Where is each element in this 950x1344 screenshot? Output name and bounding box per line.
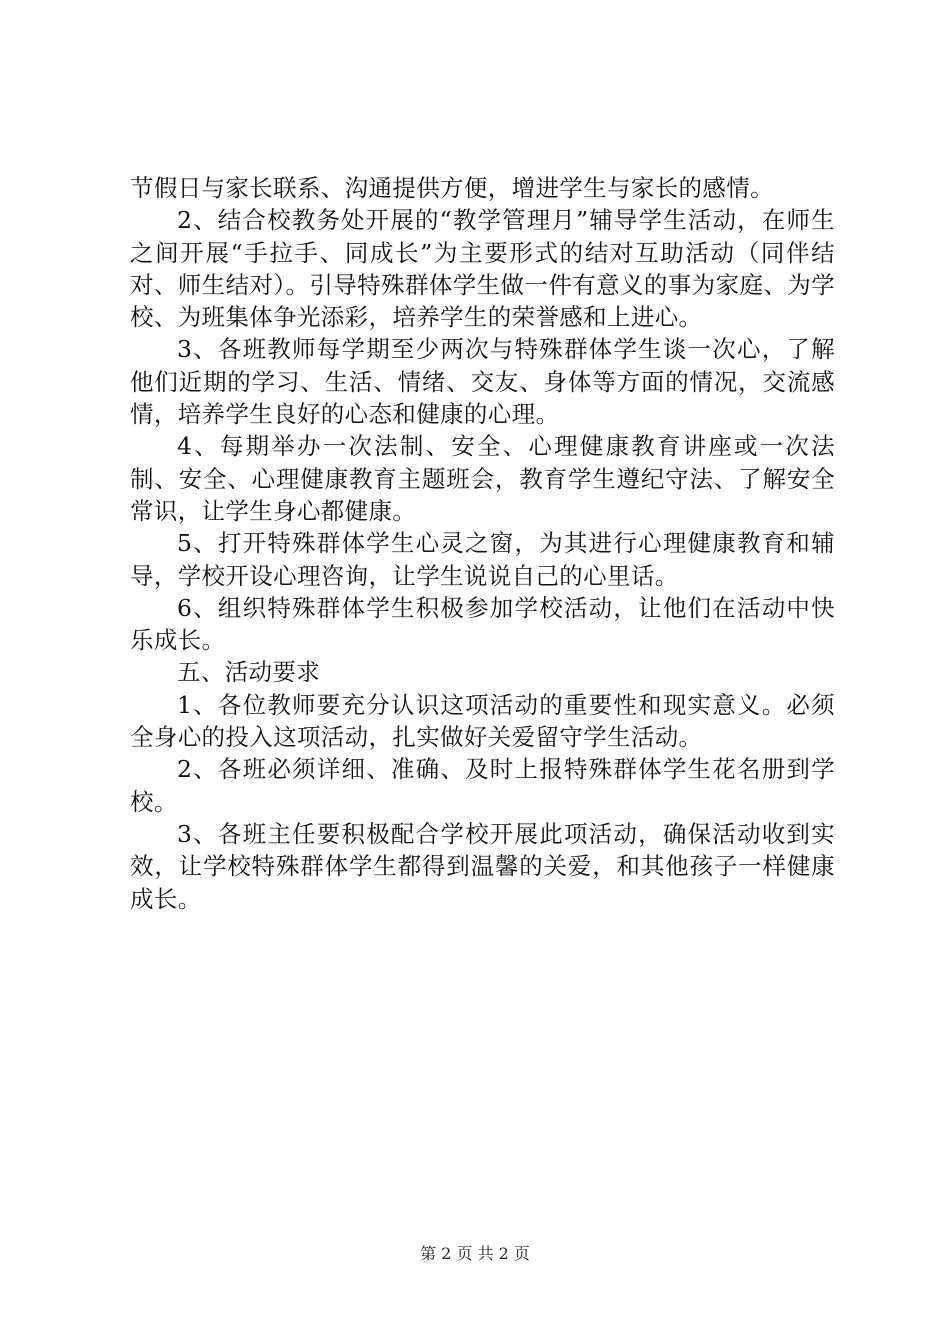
document-body (130, 172, 835, 915)
page-footer: 第 2 页 共 2 页 (420, 1244, 530, 1263)
paragraph-2: 2、结合校教务处开展的“教学管理月”辅导学生活动，在师生之间开展“手拉手、同成长”为主要形式的结对互助活动（同伴结对、师生结对）。引导特殊群体学生做一件有意义的事为家庭、为学校、为班集体争光添彩，培养学生的荣誉感和上进心。 (130, 206, 835, 332)
paragraph-4: 4、每期举办一次法制、安全、心理健康教育讲座或一次法制、安全、心理健康教育主题班会，教育学生遵纪守法、了解安全常识，让学生身心都健康。 (130, 432, 835, 525)
paragraph-9: 3、各班主任要积极配合学校开展此项活动，确保活动收到实效，让学校特殊群体学生都得到温馨的关爱，和其他孩子一样健康成长。 (130, 819, 835, 913)
paragraph-1: 节假日与家长联系、沟通提供方便，增进学生与家长的感情。 (130, 174, 774, 202)
section-heading: 五、活动要求 (177, 658, 321, 687)
paragraph-8: 2、各班必须详细、准确、及时上报特殊群体学生花名册到学校。 (130, 755, 835, 816)
paragraph-7: 1、各位教师要充分认识这项活动的重要性和现实意义。必须全身心的投入这项活动，扎实做好关爱留守学生活动。 (130, 690, 835, 752)
paragraph-6: 6、组织特殊群体学生积极参加学校活动，让他们在活动中快乐成长。 (130, 593, 835, 655)
paragraph-5: 5、打开特殊群体学生心灵之窗，为其进行心理健康教育和辅导，学校开设心理咨询，让学生说说自己的心里话。 (130, 529, 835, 590)
paragraph-3: 3、各班教师每学期至少两次与特殊群体学生谈一次心，了解他们近期的学习、生活、情绪、交友、身体等方面的情况，交流感情，培养学生良好的心态和健康的心理。 (130, 335, 835, 429)
